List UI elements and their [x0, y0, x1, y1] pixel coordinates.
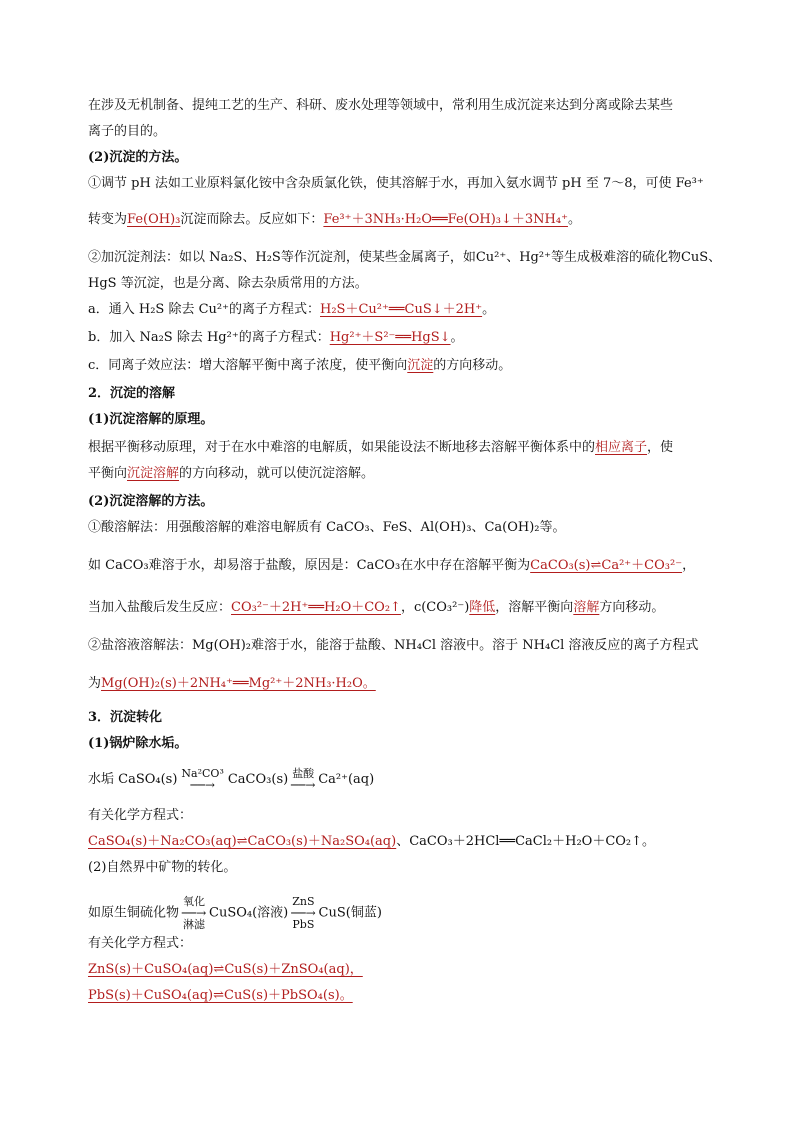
mineral-equation-1: [88, 960, 363, 980]
heading-boiler-scale: (1)锅炉除水垢。: [88, 736, 188, 751]
salt-method-line-1: ②盐溶液溶解法：Mg(OH)₂难溶于水，能溶于盐酸、NH₄Cl 溶液中。溶于 NH₄Cl 溶液反应的离子方程式: [88, 638, 699, 653]
scale-start: 水垢 CaSO₄(s): [88, 772, 178, 787]
mineral-start: 如原生铜硫化物: [88, 905, 180, 921]
arrow-icon: ──→: [181, 906, 207, 920]
heading-dissolution-methods: (2)沉淀溶解的方法。: [88, 494, 214, 509]
principle-prefix: 根据平衡移动原理，对于在水中难溶的电解质，如果能设法不断地移去溶解平衡体系中的: [88, 440, 596, 455]
principle-end-2: 的方向移动，就可以使沉淀溶解。: [179, 466, 375, 481]
mineral-arrow-1: [181, 896, 207, 930]
boiler-equation-end: 、CaCO₃＋2HCl══CaCl₂＋H₂O＋CO₂↑。: [396, 834, 656, 849]
method2-item-b: [88, 328, 464, 348]
arrow-icon: ──→: [291, 906, 316, 920]
intro-line-2: 离子的目的。: [88, 124, 167, 139]
answer-fe-oh3: Fe(OH)₃: [127, 212, 181, 227]
method2-line-1: ②加沉淀剂法：如以 Na₂S、H₂S等作沉淀剂，使某些金属离子，如Cu²⁺、Hg²⁺等生成极难溶的硫化物CuS、: [88, 250, 722, 265]
heading-dissolution: 2．沉淀的溶解: [88, 386, 176, 401]
heading-dissolution-principle: (1)沉淀溶解的原理。: [88, 412, 214, 427]
principle-end-1: ，使: [647, 440, 674, 455]
mineral-equations-label: 有关化学方程式：: [88, 936, 193, 951]
mineral-end: CuS(铜蓝): [318, 905, 382, 921]
principle-line-2: [88, 464, 374, 484]
mineral-arrow-1-top: 氧化: [183, 895, 206, 908]
acid-mid-3b: ，溶解平衡向: [495, 600, 574, 615]
heading-mineral-conversion: (2)自然界中矿物的转化。: [88, 860, 237, 875]
answer-caso4-conversion: CaSO₄(s)＋Na₂CO₃(aq)⇌CaCO₃(s)＋Na₂SO₄(aq): [88, 834, 397, 849]
arrow-2-reagent: 盐酸: [292, 767, 315, 780]
salt-method-line-2: [88, 674, 376, 694]
scale-mid: CaCO₃(s): [227, 772, 289, 787]
method2-item-c: [88, 356, 511, 376]
answer-precipitate: 沉淀: [407, 358, 434, 373]
item-b-end: 。: [450, 330, 464, 345]
answer-related-ions: 相应离子: [595, 440, 648, 455]
acid-end: ，: [682, 558, 696, 573]
mineral-equation-2: [88, 986, 353, 1006]
answer-caco3-equilibrium: CaCO₃(s)⇌Ca²⁺＋CO₃²⁻: [530, 558, 683, 573]
method1-line-1: ①调节 pH 法如工业原料氯化铵中含杂质氯化铁，使其溶解于水，再加入氨水调节 pH 至 7～8，可使 Fe³⁺: [88, 176, 704, 191]
method1-prefix: 转变为: [88, 212, 128, 227]
boiler-equations: [88, 832, 655, 852]
heading-precipitation-methods: (2)沉淀的方法。: [88, 150, 188, 165]
answer-dissolution: 沉淀溶解: [127, 466, 180, 481]
item-a-prefix: a．通入 H₂S 除去 Cu²⁺的离子方程式：: [88, 302, 320, 317]
intro-line-1: 在涉及无机制备、提纯工艺的生产、科研、废水处理等领域中，常利用生成沉淀来达到分离或除去某些: [88, 98, 674, 113]
scale-end: Ca²⁺(aq): [318, 772, 375, 787]
conversion-arrow-1: [179, 768, 225, 791]
item-b-prefix: b．加入 Na₂S 除去 Hg²⁺的离子方程式：: [88, 330, 330, 345]
principle-prefix-2: 平衡向: [88, 466, 128, 481]
acid-method-line-3: [88, 598, 664, 618]
method1-middle: 沉淀而除去。反应如下：: [180, 212, 324, 227]
answer-dissolve: 溶解: [573, 600, 600, 615]
acid-method-line-2: [88, 556, 695, 576]
method2-line-2: HgS 等沉淀，也是分离、除去杂质常用的方法。: [88, 276, 368, 291]
arrow-icon: ──→: [190, 778, 215, 792]
heading-conversion: 3．沉淀转化: [88, 710, 163, 725]
mineral-arrow-2-bottom: PbS: [292, 918, 315, 931]
item-c-end: 的方向移动。: [433, 358, 512, 373]
answer-decrease: 降低: [469, 600, 496, 615]
mineral-arrow-2: [290, 896, 316, 930]
mineral-arrow-2-top: ZnS: [292, 895, 315, 908]
method1-end: 。: [567, 212, 581, 227]
answer-h2s-cu: H₂S＋Cu²⁺══CuS↓＋2H⁺: [320, 302, 483, 317]
answer-pbs-conversion: PbS(s)＋CuSO₄(aq)⇌CuS(s)＋PbSO₄(s)。: [88, 988, 353, 1003]
item-c-prefix: c．同离子效应法：增大溶解平衡中离子浓度，使平衡向: [88, 358, 408, 373]
answer-co3-h: CO₃²⁻＋2H⁺══H₂O＋CO₂↑: [231, 600, 401, 615]
answer-zns-conversion: ZnS(s)＋CuSO₄(aq)⇌CuS(s)＋ZnSO₄(aq)，: [88, 962, 363, 977]
item-a-end: 。: [482, 302, 496, 317]
boiler-scale-path: [88, 768, 374, 791]
answer-mgoh2-nh4: Mg(OH)₂(s)＋2NH₄⁺══Mg²⁺＋2NH₃·H₂O。: [101, 676, 376, 691]
salt-prefix: 为: [88, 676, 102, 691]
principle-line-1: [88, 438, 673, 458]
acid-prefix: 如 CaCO₃难溶于水，却易溶于盐酸，原因是：CaCO₃在水中存在溶解平衡为: [88, 558, 531, 573]
acid-method-line-1: ①酸溶解法：用强酸溶解的难溶电解质有 CaCO₃、FeS、Al(OH)₃、Ca(OH)₂等。: [88, 520, 566, 535]
acid-prefix-3: 当加入盐酸后发生反应：: [88, 600, 232, 615]
conversion-arrow-2: [290, 768, 316, 791]
arrow-icon: ──→: [290, 778, 316, 792]
acid-mid-3: ，c(CO₃²⁻): [400, 600, 470, 615]
answer-hg-s: Hg²⁺＋S²⁻══HgS↓: [329, 330, 451, 345]
arrow-1-reagent: Na²CO³: [181, 767, 224, 780]
method2-item-a: [88, 300, 495, 320]
mineral-path: [88, 896, 382, 930]
acid-end-3: 方向移动。: [599, 600, 665, 615]
boiler-equations-label: 有关化学方程式：: [88, 808, 193, 823]
method1-line-2: [88, 210, 581, 230]
mineral-arrow-1-bottom: 淋滤: [183, 918, 206, 931]
answer-fe-reaction: Fe³⁺＋3NH₃·H₂O══Fe(OH)₃↓＋3NH₄⁺: [323, 212, 568, 227]
mineral-mid: CuSO₄(溶液): [209, 905, 289, 921]
